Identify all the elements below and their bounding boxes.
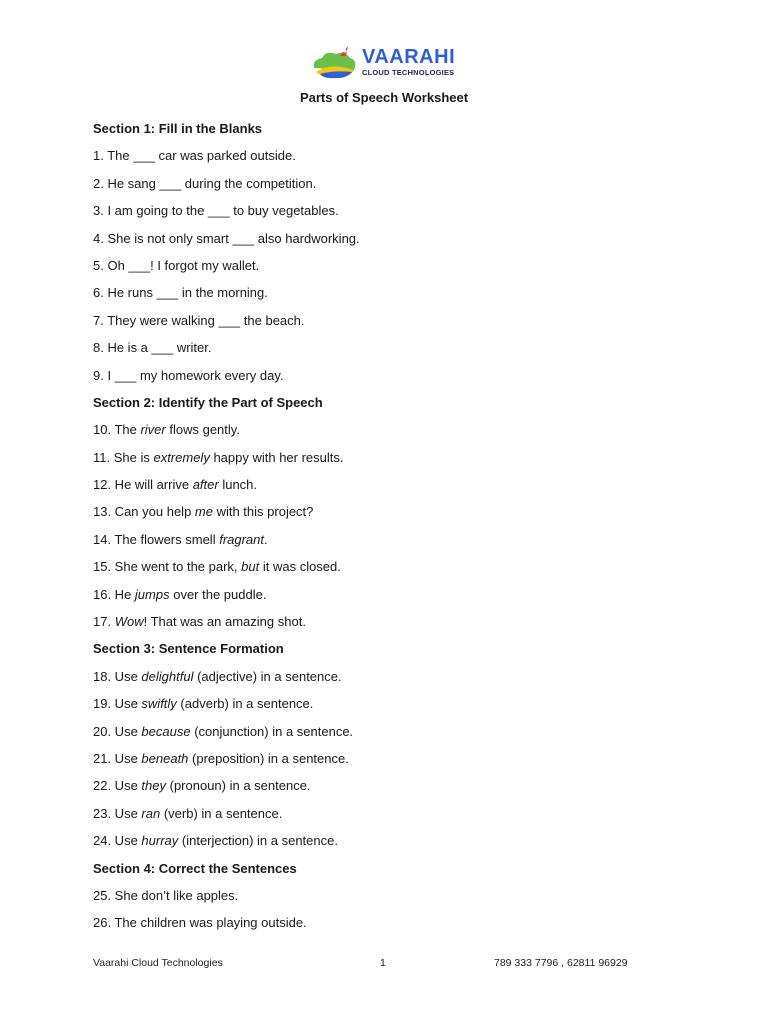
emphasized-word: they [141,778,166,794]
worksheet-title: Parts of Speech Worksheet [299,90,469,105]
question-text: 20. Use [93,723,142,739]
question-text: 21. Use [93,750,142,766]
question-text: happy with her results. [209,449,344,465]
question-text: 10. The [93,422,141,438]
question-item [93,142,713,169]
footer-page-number: 1 [380,957,386,969]
emphasized-word: swiftly [141,696,177,712]
cloud-rocket-icon [310,44,360,80]
footer-phone: 789 333 7796 , 62811 96929 [494,957,628,969]
question-text: over the puddle. [169,586,267,602]
question-item [93,800,713,827]
question-text: 24. Use [93,833,142,849]
question-text: 26. The children was playing outside. [93,915,307,931]
question-text: (verb) in a sentence. [160,805,283,821]
question-text: 18. Use [93,668,142,684]
question-text: 22. Use [93,778,142,794]
question-item [93,334,713,361]
question-text: 8. He is a ___ writer. [93,340,212,356]
question-item [93,608,713,635]
question-item [93,690,713,717]
question-text: (conjunction) in a sentence. [190,723,354,739]
company-logo [310,44,460,80]
question-text: 14. The flowers smell [93,531,220,547]
emphasized-word: hurray [141,833,179,849]
question-text: 11. She is [93,449,154,465]
question-text: (adverb) in a sentence. [176,696,314,712]
section-heading: Section 3: Sentence Formation [93,641,284,657]
question-item [93,471,713,498]
emphasized-word: me [194,504,213,520]
question-text: 3. I am going to the ___ to buy vegetables. [93,203,339,219]
question-text: 15. She went to the park, [93,559,242,575]
question-text: 12. He will arrive [93,477,193,493]
question-item [93,444,713,471]
emphasized-word: fragrant [219,531,265,547]
question-text: 17. [93,614,115,630]
question-text: 5. Oh ___! I forgot my wallet. [93,257,260,273]
question-item [93,197,713,224]
question-item [93,827,713,854]
worksheet-body [93,115,713,937]
section-heading: Section 4: Correct the Sentences [93,860,297,876]
question-text: lunch. [218,477,258,493]
question-item [93,882,713,909]
question-text: it was closed. [259,559,341,575]
question-item [93,553,713,580]
question-text: 7. They were walking ___ the beach. [93,312,305,328]
emphasized-word: ran [141,805,161,821]
question-item [93,279,713,306]
emphasized-word: Wow [114,614,144,630]
emphasized-word: after [192,477,219,493]
footer-company: Vaarahi Cloud Technologies [93,957,223,969]
section-heading: Section 2: Identify the Part of Speech [93,394,323,410]
question-item [93,498,713,525]
question-item [93,772,713,799]
question-text: 2. He sang ___ during the competition. [93,175,317,191]
question-item [93,307,713,334]
question-text: 16. He [93,586,135,602]
question-item [93,718,713,745]
question-text: ! That was an amazing shot. [143,614,306,630]
question-text: (adjective) in a sentence. [193,668,342,684]
emphasized-word: jumps [134,586,170,602]
question-text: 6. He runs ___ in the morning. [93,285,268,301]
question-item [93,909,713,936]
question-item [93,252,713,279]
emphasized-word: river [140,422,166,438]
question-item [93,581,713,608]
emphasized-word: but [241,559,260,575]
question-item [93,745,713,772]
logo-tagline: CLOUD TECHNOLOGIES [362,68,455,77]
question-text: (preposition) in a sentence. [188,750,349,766]
question-item [93,663,713,690]
question-text: 1. The ___ car was parked outside. [93,148,296,164]
question-text: (pronoun) in a sentence. [166,778,311,794]
question-text: 23. Use [93,805,142,821]
question-item [93,362,713,389]
question-item [93,225,713,252]
question-text: 13. Can you help [93,504,195,520]
emphasized-word: because [141,723,191,739]
question-item [93,416,713,443]
emphasized-word: delightful [141,668,194,684]
emphasized-word: beneath [141,750,189,766]
question-item [93,170,713,197]
question-text: 4. She is not only smart ___ also hardworking. [93,230,360,246]
question-text: 9. I ___ my homework every day. [93,367,284,383]
emphasized-word: extremely [153,449,210,465]
logo-brand-text: VAARAHI [362,46,456,68]
question-text: (interjection) in a sentence. [178,833,338,849]
question-text: 25. She don’t like apples. [93,887,239,903]
section-heading: Section 1: Fill in the Blanks [93,121,263,136]
question-item [93,526,713,553]
question-text: with this project? [212,504,314,520]
question-text: . [264,531,268,547]
question-text: flows gently. [165,422,240,438]
question-text: 19. Use [93,696,142,712]
